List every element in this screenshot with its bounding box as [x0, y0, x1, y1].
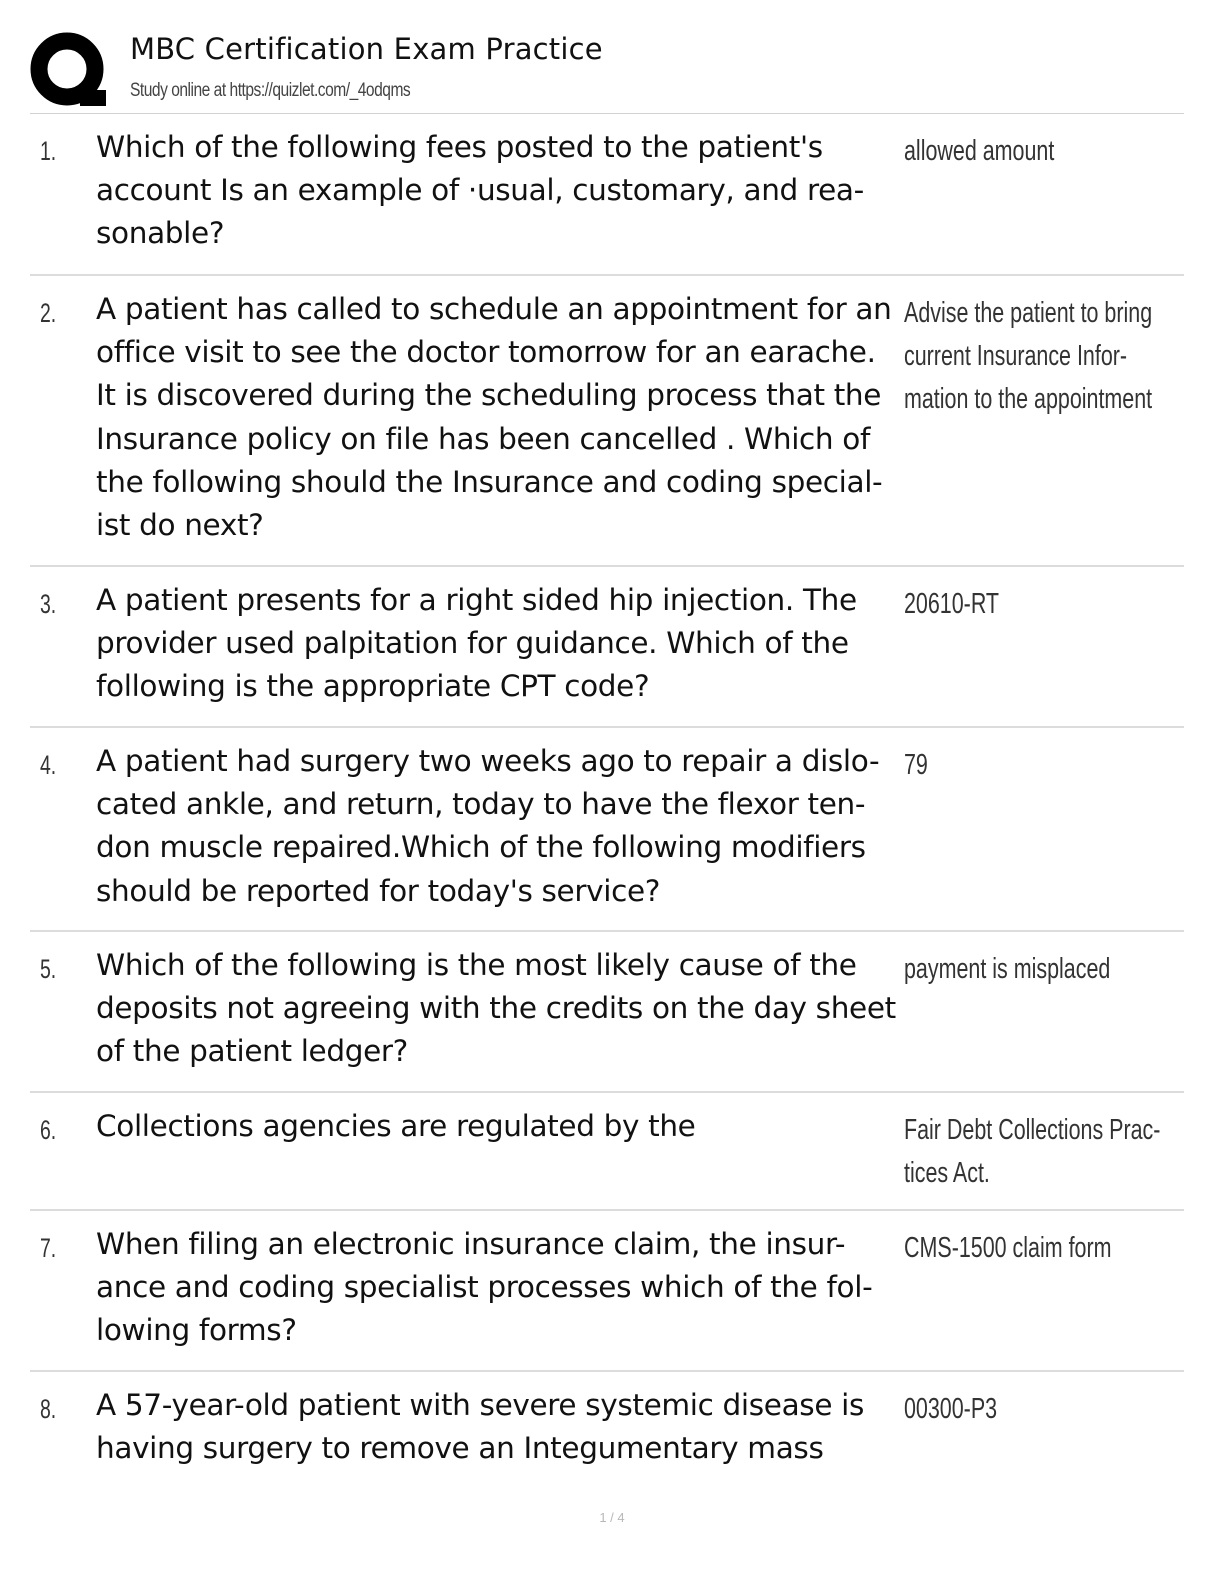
- card-answer: [904, 744, 1163, 787]
- question-line: sonable?: [96, 216, 225, 251]
- answer-line: 20610-RT: [904, 588, 1000, 620]
- card-number: 3.: [40, 589, 57, 619]
- card-number: 8.: [40, 1394, 57, 1424]
- quizlet-logo-icon: [30, 32, 108, 110]
- answer-line: 79: [904, 749, 928, 781]
- answer-line: CMS-1500 claim form: [904, 1232, 1112, 1264]
- card-number: 6.: [40, 1115, 57, 1145]
- question-line: account Is an example of ·usual, customary, and rea-: [96, 173, 864, 208]
- flashcard-row: [30, 114, 1184, 276]
- question-line: provider used palpitation for guidance. Which of the: [96, 626, 849, 661]
- question-line: should be reported for today's service?: [96, 873, 661, 908]
- question-line: ist do next?: [96, 508, 264, 543]
- card-question: [96, 1384, 902, 1470]
- card-answer: [904, 1227, 1163, 1270]
- question-line: deposits not agreeing with the credits on the day sheet: [96, 991, 896, 1026]
- card-answer: [904, 1388, 1163, 1431]
- card-question: [96, 1105, 902, 1148]
- answer-line: payment is misplaced: [904, 953, 1111, 985]
- question-line: When filing an electronic insurance claim, the insur-: [96, 1227, 846, 1261]
- card-number: 4.: [40, 750, 57, 780]
- question-line: cated ankle, and return, today to have the flexor ten-: [96, 787, 866, 822]
- answer-line: Advise the patient to bring: [904, 297, 1153, 329]
- card-answer: [904, 292, 1163, 422]
- question-line: the following should the Insurance and coding special-: [96, 464, 883, 499]
- card-question: [96, 944, 902, 1074]
- flashcard-row: [30, 1211, 1184, 1372]
- question-line: Insurance policy on file has been cancelled . Which of: [96, 421, 871, 456]
- flashcard-row: [30, 276, 1184, 567]
- page-header: [30, 30, 1186, 112]
- answer-line: tices Act.: [904, 1157, 990, 1190]
- card-question: [96, 288, 902, 547]
- card-question: [96, 740, 902, 913]
- card-question: [96, 126, 902, 256]
- answer-line: mation to the appointment: [904, 383, 1153, 416]
- card-answer: [904, 948, 1163, 991]
- card-number: 5.: [40, 954, 57, 984]
- question-line: A patient had surgery two weeks ago to repair a dislo-: [96, 744, 880, 778]
- question-line: don muscle repaired.Which of the following modifiers: [96, 830, 866, 865]
- question-line: ance and coding specialist processes which of the fol-: [96, 1270, 873, 1305]
- page-title: MBC Certification Exam Practice: [130, 32, 603, 66]
- card-answer: [904, 130, 1163, 173]
- page-indicator: 1 / 4: [599, 1510, 625, 1525]
- card-question: [96, 1223, 902, 1353]
- card-answer: [904, 1109, 1163, 1195]
- answer-line: current Insurance Infor-: [904, 340, 1128, 373]
- answer-line: 00300-P3: [904, 1393, 998, 1425]
- question-line: A patient presents for a right sided hip injection. The: [96, 583, 857, 617]
- flashcard-row: [30, 728, 1184, 932]
- card-answer: [904, 583, 1163, 626]
- flashcard-row: [30, 567, 1184, 728]
- question-line: lowing forms?: [96, 1313, 297, 1348]
- question-line: Which of the following fees posted to the patient's: [96, 130, 823, 164]
- question-line: office visit to see the doctor tomorrow for an earache.: [96, 335, 876, 370]
- study-online-link[interactable]: Study online at https://quizlet.com/_4odqms: [130, 80, 411, 101]
- card-number: 1.: [40, 136, 57, 166]
- question-line: following is the appropriate CPT code?: [96, 669, 650, 704]
- question-line: Which of the following is the most likely cause of the: [96, 948, 857, 982]
- flashcard-row: [30, 1093, 1184, 1211]
- card-question: [96, 579, 902, 709]
- question-line: of the patient ledger?: [96, 1034, 408, 1069]
- question-line: A patient has called to schedule an appointment for an: [96, 292, 892, 326]
- card-number: 7.: [40, 1233, 57, 1263]
- answer-line: allowed amount: [904, 135, 1055, 167]
- flashcard-row: [30, 932, 1184, 1093]
- card-number: 2.: [40, 298, 57, 328]
- question-line: Collections agencies are regulated by the: [96, 1109, 696, 1143]
- flashcard-row: [30, 1372, 1184, 1502]
- question-line: It is discovered during the scheduling process that the: [96, 378, 882, 413]
- question-line: having surgery to remove an Integumentary mass: [96, 1431, 824, 1466]
- question-line: A 57-year-old patient with severe systemic disease is: [96, 1388, 865, 1422]
- answer-line: Fair Debt Collections Prac-: [904, 1114, 1161, 1146]
- flashcard-list: [30, 114, 1184, 1502]
